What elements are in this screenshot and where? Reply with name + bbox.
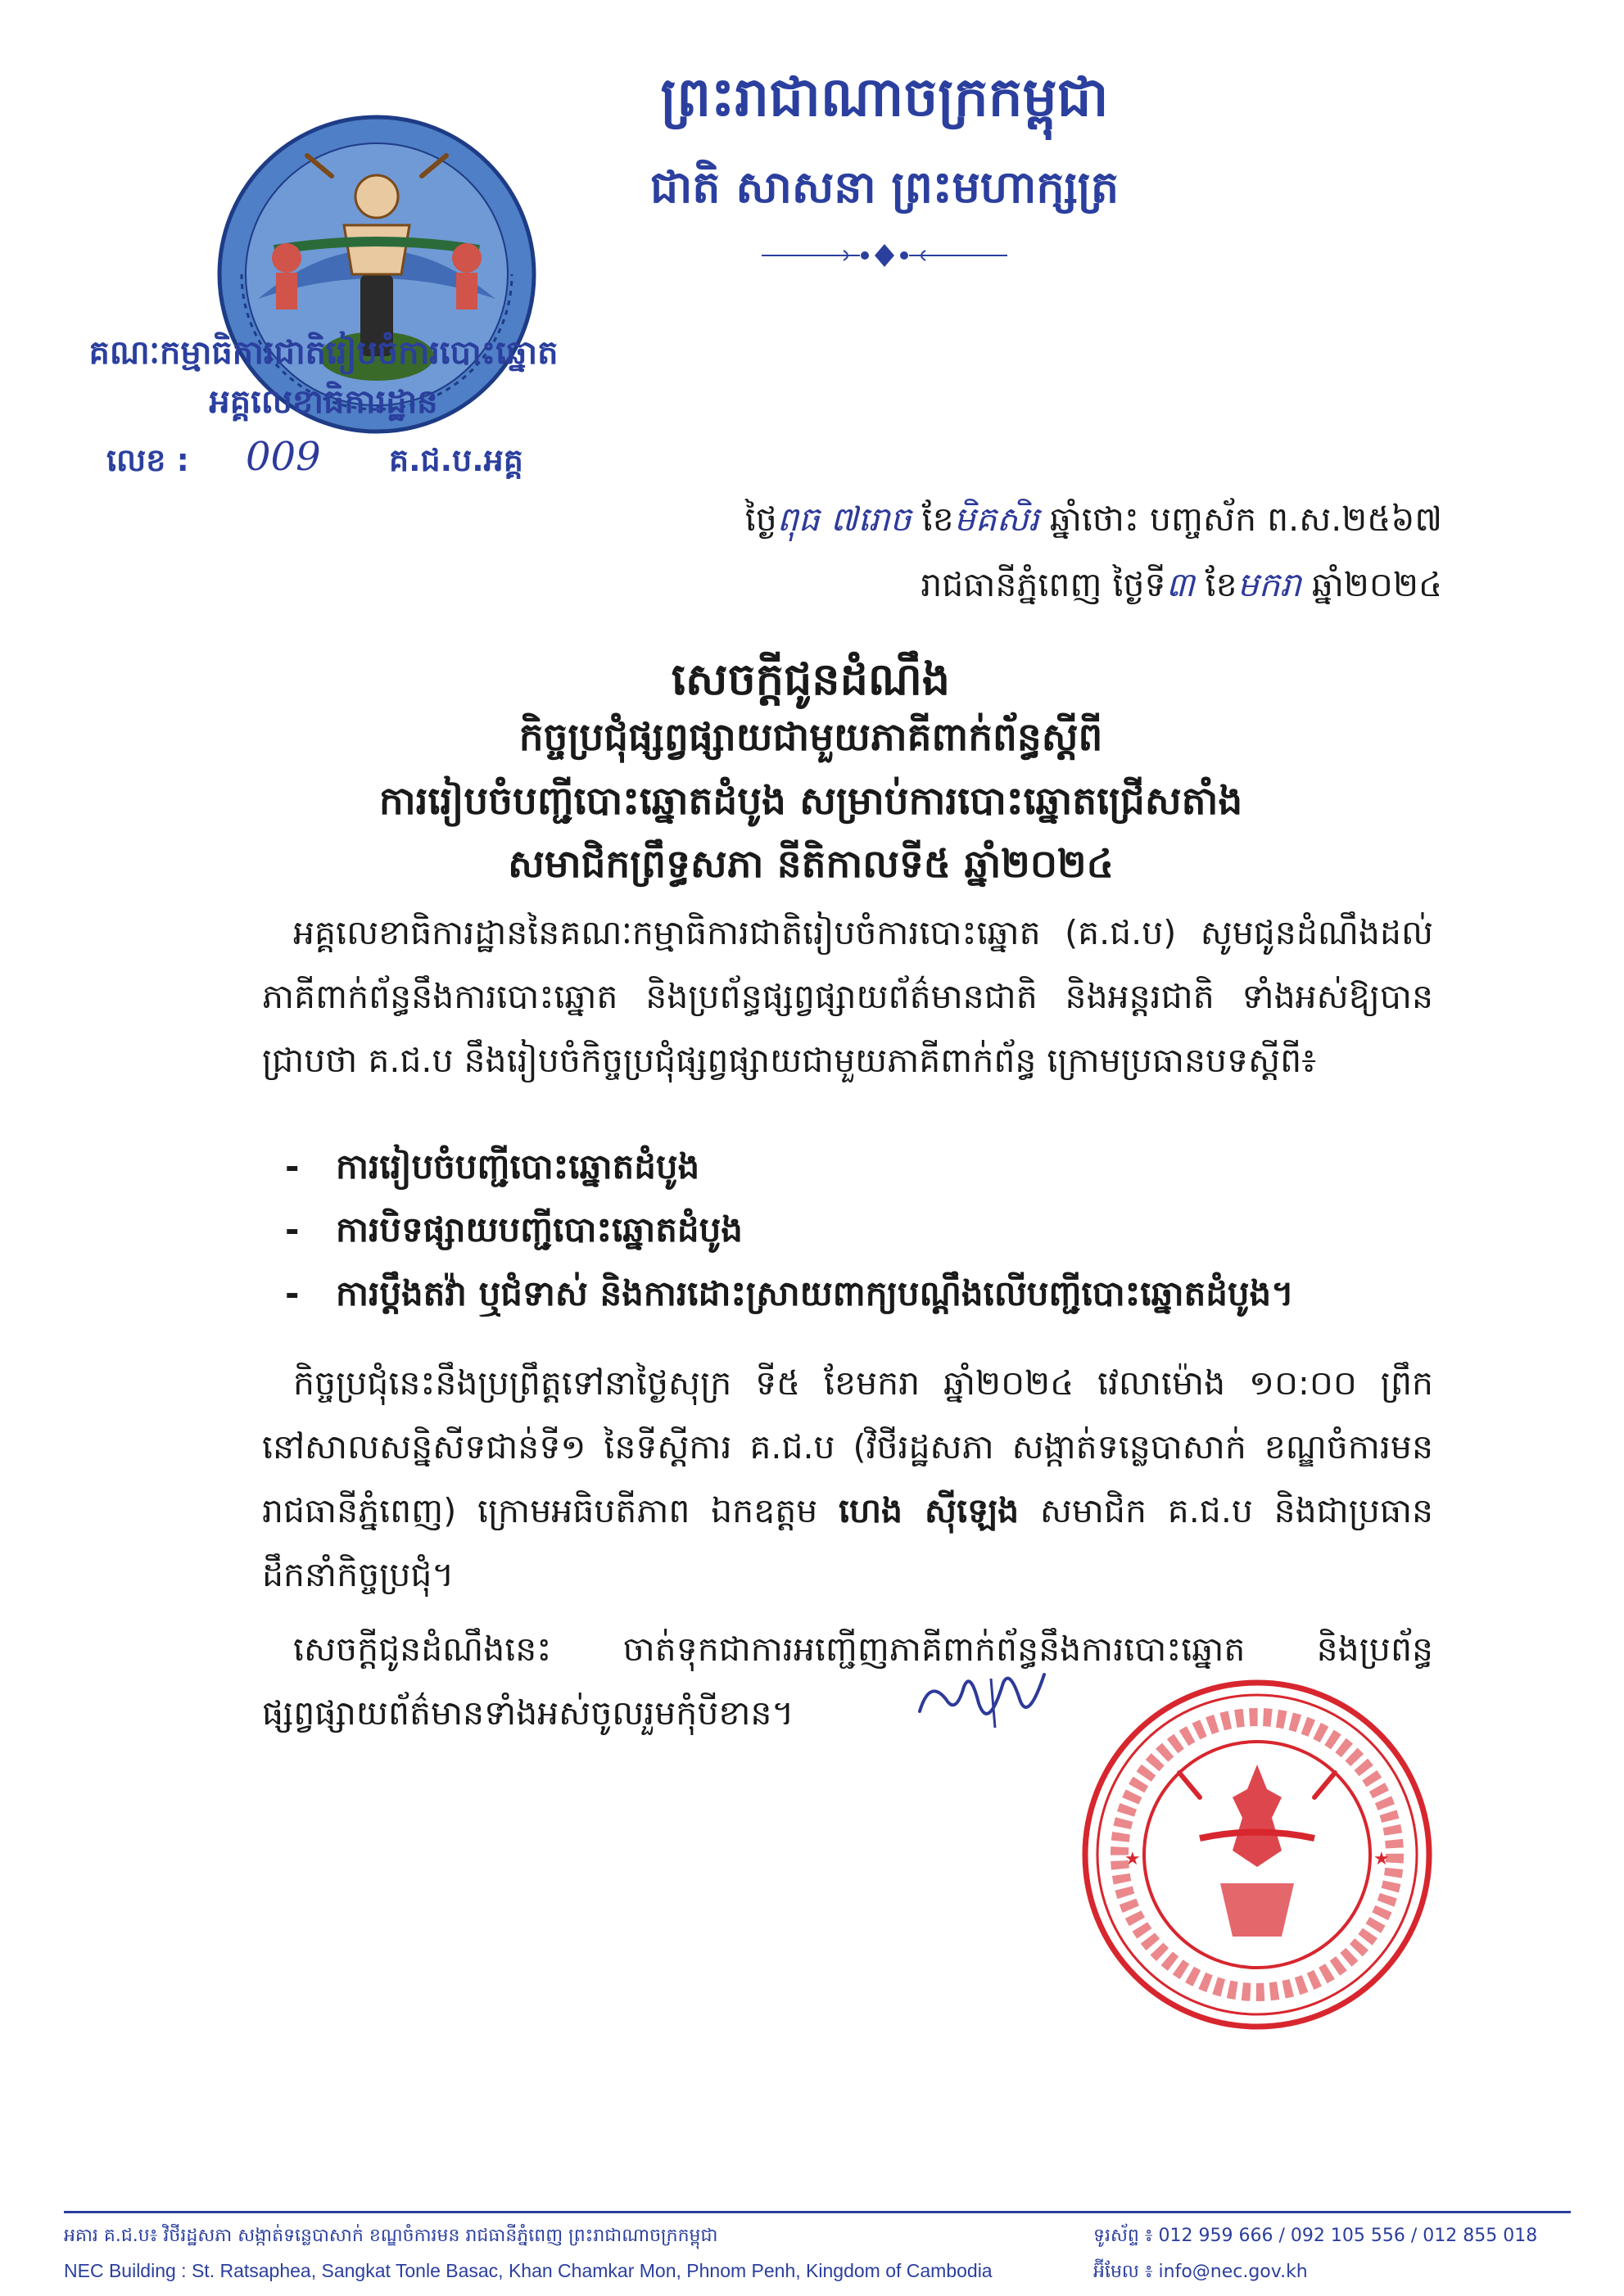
national-motto: ជាតិ សាសនា ព្រះមហាក្សត្រ bbox=[649, 161, 1120, 213]
lunar-month-prefix: ខែ bbox=[921, 499, 954, 539]
notice-subtitle-line-1: កិច្ចប្រជុំផ្សព្វផ្សាយជាមួយភាគីពាក់ព័ន្ធស្តីពី bbox=[518, 715, 1103, 760]
body-paragraph-2 bbox=[262, 1351, 1433, 1607]
list-item bbox=[285, 1145, 699, 1195]
lunar-month-handwritten: មិគសិរ bbox=[953, 499, 1039, 539]
handwritten-initials-icon bbox=[913, 1662, 1052, 1736]
solar-date-line bbox=[921, 565, 1442, 605]
footer-divider bbox=[64, 2211, 1571, 2213]
meeting-details-text: កិច្ចប្រជុំនេះនឹងប្រព្រឹត្តទៅនាថ្ងៃសុក្រ ទី៥ ខែមករា ឆ្នាំ២០២៤ វេលាម៉ោង ១០:០០ ព្រឹក នៅសាលសន្និសីទជាន់ទី១ នៃទីស្តីការ គ.ជ.ប (វិថីរដ្ឋសភា សង្កាត់ទន្លេបាសាក់ ខណ្ឌចំការមន រាជធានីភ្នំពេញ) ក្រោមអធិបតីភាព ឯកឧត្តម bbox=[262, 1363, 1433, 1530]
reference-label: លេខ : bbox=[106, 442, 189, 478]
footer-address-khmer: អគារ គ.ជ.ប៖ វិថីរដ្ឋសភា សង្កាត់ទន្លេបាសាក់ ខណ្ឌចំការមន រាជធានីភ្នំពេញ ព្រះរាជាណាចក្រកម្ពុជា bbox=[64, 2226, 718, 2246]
solar-month-handwritten: មករា bbox=[1237, 565, 1301, 604]
lunar-year: ឆ្នាំថោះ បញ្ចស័ក ព.ស.២៥៦៧ bbox=[1049, 499, 1442, 539]
solar-month-prefix: ខែ bbox=[1205, 565, 1237, 604]
body-paragraph-1: អគ្គលេខាធិការដ្ឋាននៃគណៈកម្មាធិការជាតិរៀបចំការបោះឆ្នោត (គ.ជ.ប) សូមជូនដំណឹងដល់ភាគីពាក់ព័ន្ធនឹងការបោះឆ្នោត និងប្រព័ន្ធផ្សព្វផ្សាយព័ត៌មានជាតិ និងអន្តរជាតិ ទាំងអស់ឱ្យបានជ្រាបថា គ.ជ.ប នឹងរៀបចំកិច្ចប្រជុំផ្សព្វផ្សាយជាមួយភាគីពាក់ព័ន្ធ ក្រោមប្រធានបទស្តីពី៖ bbox=[262, 913, 1433, 1080]
body-paragraph-3: សេចក្តីជូនដំណឹងនេះ ចាត់ទុកជាការអញ្ជើញភាគីពាក់ព័ន្ធនឹងការបោះឆ្នោត និងប្រព័ន្ធផ្សព្វផ្សាយព័ត៌មានទាំងអស់ចូលរួមកុំបីខាន។ bbox=[262, 1629, 1433, 1733]
svg-text:★: ★ bbox=[1124, 1849, 1141, 1869]
footer-address-english: NEC Building : St. Ratsaphea, Sangkat Tonle Basac, Khan Chamkar Mon, Phnom Penh, Kingdom of Cambodia bbox=[64, 2260, 993, 2281]
reference-row bbox=[106, 434, 565, 490]
nec-official-seal-icon bbox=[1077, 1675, 1437, 2035]
solar-prefix: រាជធានីភ្នំពេញ ថ្ងៃទី bbox=[921, 565, 1166, 604]
reference-code: គ.ជ.ប.អគ្គ bbox=[389, 442, 523, 478]
list-item bbox=[285, 1272, 1294, 1322]
meeting-role-text: សមាជិក គ.ជ.ប និងជាប្រធានដឹកនាំកិច្ចប្រជុំ។ bbox=[262, 1491, 1434, 1594]
organization-name: គណៈកម្មាធិការជាតិរៀបចំការបោះឆ្នោត bbox=[88, 334, 559, 372]
list-dash: - bbox=[285, 1146, 300, 1186]
department-name: អគ្គលេខាធិការដ្ឋាន bbox=[209, 383, 438, 421]
notice-subtitle-line-3: សមាជិកព្រឹទ្ធសភា នីតិកាលទី៥ ឆ្នាំ២០២៤ bbox=[508, 842, 1114, 887]
list-item-text: ការប្តឹងតវ៉ា ឬជំទាស់ និងការដោះស្រាយពាក្យបណ្តឹងលើបញ្ជីបោះឆ្នោតដំបូង។ bbox=[336, 1273, 1294, 1313]
notice-subtitle-line-2: ការរៀបចំបញ្ជីបោះឆ្នោតដំបូង សម្រាប់ការបោះឆ្នោតជ្រើសតាំង bbox=[378, 779, 1243, 824]
lunar-day-handwritten: ពុធ bbox=[776, 499, 820, 539]
list-dash: - bbox=[285, 1273, 300, 1313]
lunar-prefix: ថ្ងៃ bbox=[744, 499, 777, 539]
footer-email: អ៊ីមែល ៖ info@nec.gov.kh bbox=[1093, 2262, 1308, 2282]
solar-day-handwritten: ៣ bbox=[1165, 565, 1195, 604]
svg-text:★: ★ bbox=[1373, 1849, 1390, 1869]
solar-year: ឆ្នាំ២០២៤ bbox=[1311, 565, 1442, 604]
list-item-text: ការរៀបចំបញ្ជីបោះឆ្នោតដំបូង bbox=[336, 1146, 700, 1186]
lunar-date-line bbox=[745, 499, 1442, 540]
ornament-divider-icon bbox=[762, 239, 1007, 272]
footer-phone: ទូរស័ព្ទ ៖ 012 959 666 / 092 105 556 / 012 855 018 bbox=[1093, 2226, 1538, 2246]
notice-title: សេចក្តីជូនដំណឹង bbox=[671, 653, 951, 705]
kingdom-title: ព្រះរាជាណាចក្រកម្ពុជា bbox=[660, 66, 1109, 129]
chairperson-name: ហេង ស៊ីឡេង bbox=[838, 1491, 1020, 1530]
list-item-text: ការបិទផ្សាយបញ្ជីបោះឆ្នោតដំបូង bbox=[336, 1209, 743, 1250]
list-dash: - bbox=[285, 1209, 300, 1250]
reference-number: 009 bbox=[246, 434, 321, 480]
list-item bbox=[285, 1208, 743, 1259]
lunar-phase-handwritten: ៧រោច bbox=[830, 499, 912, 539]
